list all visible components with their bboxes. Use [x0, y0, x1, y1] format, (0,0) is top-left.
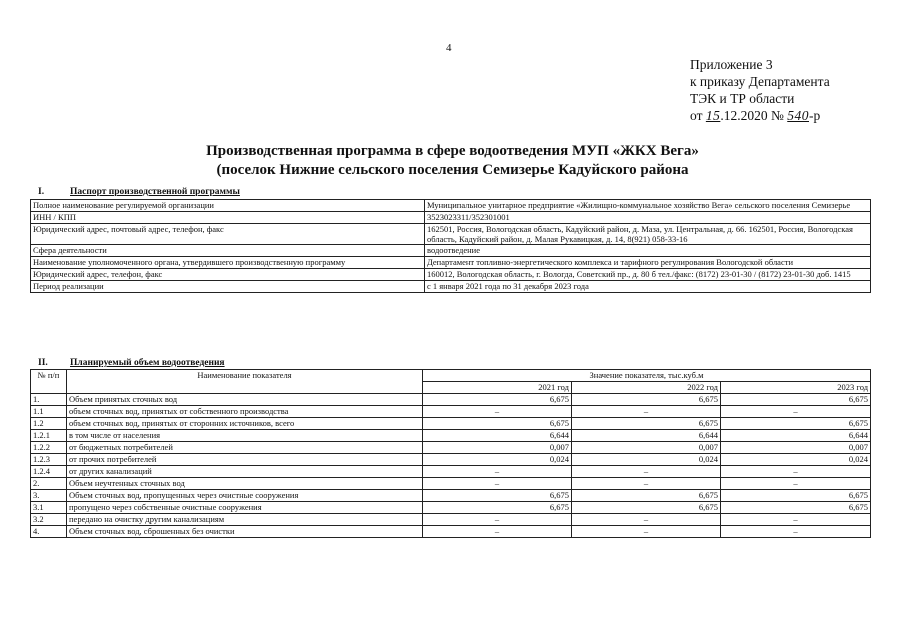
plan-row-number: 1.2.3 — [31, 454, 67, 466]
order-suffix: -р — [809, 108, 821, 123]
plan-row-name: Объем сточных вод, пропущенных через очистные сооружения — [67, 490, 423, 502]
document-title-line-2: (поселок Нижние сельского поселения Семизерье Кадуйского района — [216, 162, 689, 178]
plan-row-number: 1.2.2 — [31, 442, 67, 454]
plan-row — [31, 454, 871, 466]
section-2-title: Планируемый объем водоотведения — [70, 358, 225, 368]
plan-value-cell: 0,007 — [423, 442, 572, 454]
plan-row-name: передано на очистку другим канализациям — [67, 514, 423, 526]
passport-table-body — [31, 200, 871, 293]
plan-value-cell: 6,675 — [721, 418, 871, 430]
plan-value-cell: – — [721, 466, 871, 478]
passport-table — [30, 199, 871, 293]
plan-row — [31, 406, 871, 418]
plan-value-cell: – — [423, 514, 572, 526]
date-prefix: от — [690, 108, 703, 123]
plan-row — [31, 430, 871, 442]
plan-value-cell: – — [572, 514, 721, 526]
section-2-number: II. — [38, 358, 48, 368]
section-1-heading — [38, 187, 240, 197]
plan-value-cell: 0,024 — [721, 454, 871, 466]
passport-value: 162501, Россия, Вологодская область, Кадуйский район, д. Маза, ул. Центральная, д. 66. 162501, Россия, Вологодская область, Кадуйский район, д. Малая Рукавицкая, д. 14, 8(921) 058-33-16 — [425, 224, 871, 245]
year-header-2022: 2022 год — [572, 382, 721, 394]
plan-value-cell: 6,675 — [423, 394, 572, 406]
plan-value-cell: – — [423, 478, 572, 490]
col-value-header: Значение показателя, тыс.куб.м — [423, 370, 871, 382]
plan-value-cell: – — [572, 526, 721, 538]
plan-value-cell: 0,024 — [572, 454, 721, 466]
plan-value-cell: – — [721, 526, 871, 538]
plan-value-cell: 6,675 — [572, 394, 721, 406]
plan-value-cell: 0,007 — [572, 442, 721, 454]
passport-row — [31, 200, 871, 212]
plan-value-cell: – — [721, 478, 871, 490]
passport-label: Наименование уполномоченного органа, утвердившего производственную программу — [31, 257, 425, 269]
plan-value-cell: 6,675 — [721, 502, 871, 514]
appendix-date-line — [690, 107, 830, 124]
plan-row-number: 1.1 — [31, 406, 67, 418]
plan-row — [31, 478, 871, 490]
plan-value-cell: 6,675 — [423, 418, 572, 430]
plan-value-cell: – — [572, 478, 721, 490]
plan-value-cell: 6,644 — [423, 430, 572, 442]
passport-label: Период реализации — [31, 281, 425, 293]
plan-row — [31, 514, 871, 526]
passport-row — [31, 281, 871, 293]
appendix-line-3: ТЭК и ТР области — [690, 91, 795, 106]
plan-value-cell: – — [572, 406, 721, 418]
passport-value: с 1 января 2021 года по 31 декабря 2023 года — [425, 281, 871, 293]
plan-row — [31, 526, 871, 538]
plan-value-cell: 6,675 — [572, 418, 721, 430]
plan-value-cell: 6,644 — [721, 430, 871, 442]
year-header-2021: 2021 год — [423, 382, 572, 394]
passport-value: 160012, Вологодская область, г. Вологда, Советский пр., д. 80 б тел./факс: (8172) 23-01-30 / (8172) 23-01-30 доб. 1415 — [425, 269, 871, 281]
plan-row — [31, 502, 871, 514]
plan-row-name: Объем неучтенных сточных вод — [67, 478, 423, 490]
plan-row-number: 1.2.4 — [31, 466, 67, 478]
date-rest: .12.2020 № — [720, 108, 784, 123]
plan-row-name: в том числе от населения — [67, 430, 423, 442]
plan-value-cell: 6,644 — [572, 430, 721, 442]
plan-row-name: Объем принятых сточных вод — [67, 394, 423, 406]
plan-row-number: 1. — [31, 394, 67, 406]
plan-row — [31, 490, 871, 502]
plan-value-cell: 0,024 — [423, 454, 572, 466]
col-name-header: Наименование показателя — [67, 370, 423, 394]
page-number: 4 — [446, 42, 452, 54]
passport-row — [31, 245, 871, 257]
passport-row — [31, 212, 871, 224]
plan-value-cell: – — [721, 514, 871, 526]
plan-table — [30, 369, 871, 538]
plan-row-number: 1.2.1 — [31, 430, 67, 442]
passport-label: Юридический адрес, телефон, факс — [31, 269, 425, 281]
section-1-number: I. — [38, 187, 45, 197]
plan-row-name: Объем сточных вод, сброшенных без очистки — [67, 526, 423, 538]
appendix-block — [690, 56, 830, 124]
plan-row — [31, 394, 871, 406]
section-1-title: Паспорт производственной программы — [70, 187, 240, 197]
col-number-header: № п/п — [31, 370, 67, 394]
plan-row-name: от прочих потребителей — [67, 454, 423, 466]
plan-value-cell: 6,675 — [572, 502, 721, 514]
plan-row — [31, 466, 871, 478]
plan-row-number: 3.2 — [31, 514, 67, 526]
plan-row-number: 1.2 — [31, 418, 67, 430]
plan-row — [31, 442, 871, 454]
plan-row-name: объем сточных вод, принятых от собственного производства — [67, 406, 423, 418]
plan-row-name: от других канализаций — [67, 466, 423, 478]
document-title-line-1: Производственная программа в сфере водоотведения МУП «ЖКХ Вега» — [206, 143, 699, 159]
plan-value-cell: 0,007 — [721, 442, 871, 454]
plan-value-cell: 6,675 — [572, 490, 721, 502]
plan-value-cell: – — [423, 466, 572, 478]
section-2-heading — [38, 358, 225, 368]
plan-value-cell: – — [721, 406, 871, 418]
year-header-2023: 2023 год — [721, 382, 871, 394]
passport-label: ИНН / КПП — [31, 212, 425, 224]
date-day: 15 — [705, 108, 721, 123]
passport-row — [31, 269, 871, 281]
appendix-line-2: к приказу Департамента — [690, 74, 830, 89]
passport-label: Полное наименование регулируемой организации — [31, 200, 425, 212]
plan-value-cell: – — [423, 526, 572, 538]
plan-row — [31, 418, 871, 430]
plan-row-number: 3. — [31, 490, 67, 502]
passport-row — [31, 257, 871, 269]
plan-row-name: пропущено через собственные очистные сооружения — [67, 502, 423, 514]
plan-row-number: 4. — [31, 526, 67, 538]
plan-value-cell: 6,675 — [721, 394, 871, 406]
plan-value-cell: 6,675 — [423, 502, 572, 514]
passport-label: Сфера деятельности — [31, 245, 425, 257]
order-number: 540 — [787, 108, 809, 123]
plan-value-cell: – — [423, 406, 572, 418]
passport-value: Департамент топливно-энергетического комплекса и тарифного регулирования Вологодской области — [425, 257, 871, 269]
plan-value-cell: 6,675 — [721, 490, 871, 502]
passport-value: Муниципальное унитарное предприятие «Жилищно-коммунальное хозяйство Вега» сельского поселения Семизерье — [425, 200, 871, 212]
appendix-line-1: Приложение 3 — [690, 57, 773, 72]
passport-label: Юридический адрес, почтовый адрес, телефон, факс — [31, 224, 425, 245]
plan-row-name: от бюджетных потребителей — [67, 442, 423, 454]
passport-value: 3523023311/352301001 — [425, 212, 871, 224]
passport-row — [31, 224, 871, 245]
plan-value-cell: 6,675 — [423, 490, 572, 502]
plan-row-number: 3.1 — [31, 502, 67, 514]
plan-row-number: 2. — [31, 478, 67, 490]
plan-table-body — [31, 394, 871, 538]
plan-value-cell: – — [572, 466, 721, 478]
plan-row-name: объем сточных вод, принятых от сторонних источников, всего — [67, 418, 423, 430]
passport-value: водоотведение — [425, 245, 871, 257]
